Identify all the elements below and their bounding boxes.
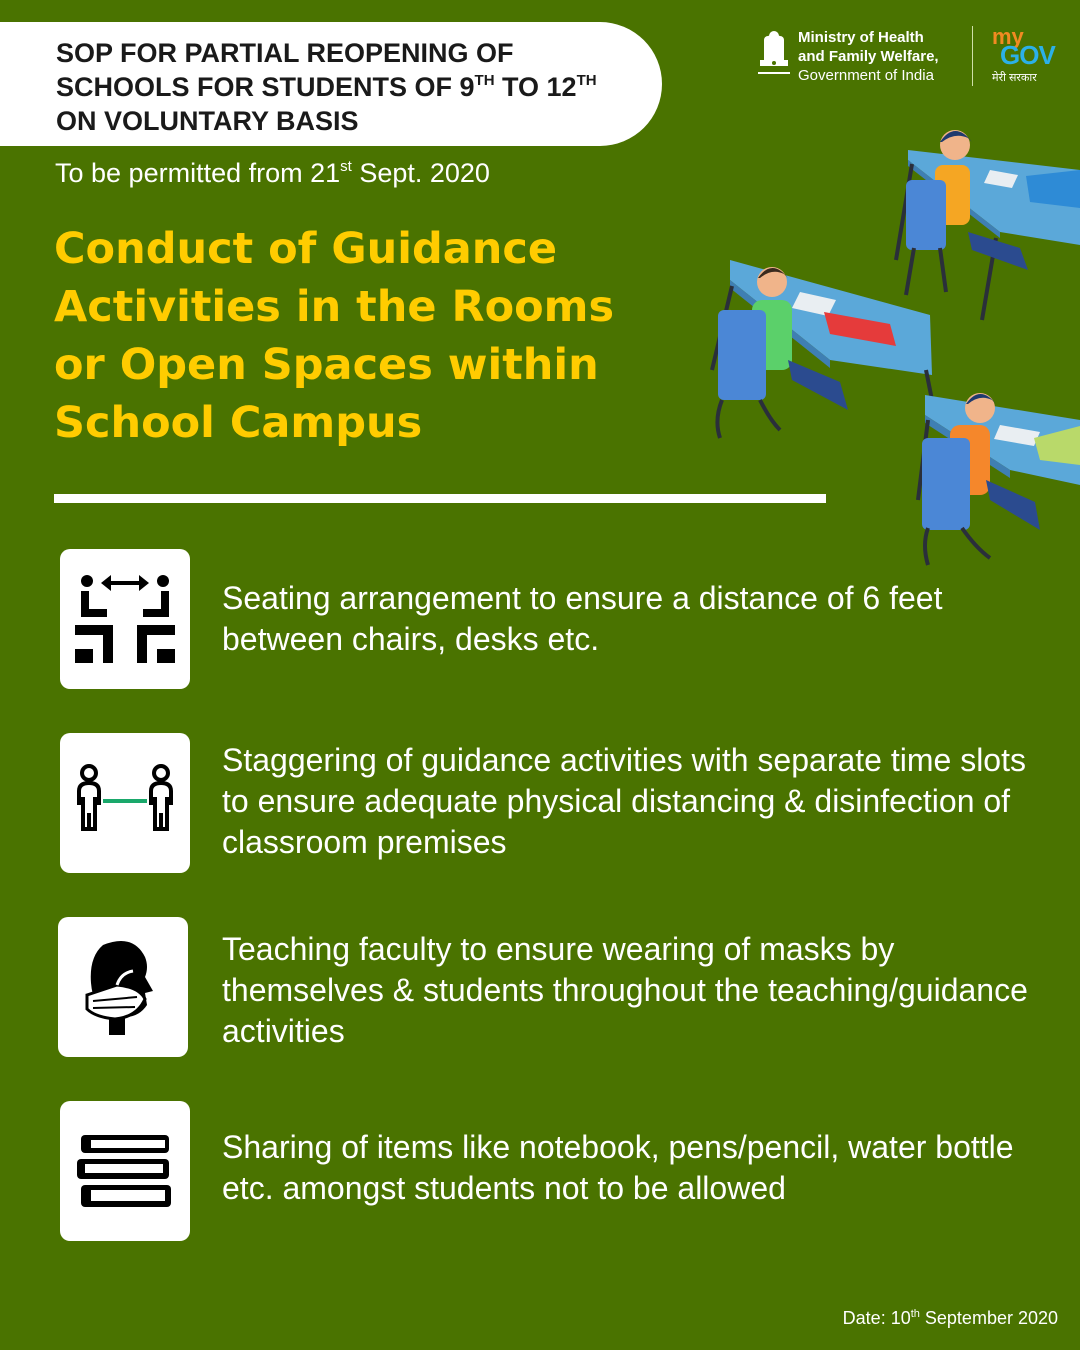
- headline-line-4: School Campus: [54, 398, 423, 448]
- mygov-hindi: मेरी सरकार: [992, 72, 1037, 84]
- permit-date: [55, 158, 490, 189]
- headline-line-2: Activities in the Rooms: [54, 282, 615, 332]
- banner-line-2: [56, 70, 646, 104]
- seating-distance-icon: [75, 569, 175, 669]
- classroom-illustration: [700, 120, 1080, 570]
- date-part-b: September 2020: [919, 1308, 1058, 1328]
- books-stack-icon-box: [60, 1101, 190, 1241]
- permit-sup: st: [340, 158, 352, 175]
- logo-block: [756, 26, 1066, 90]
- item-staggering-text: Staggering of guidance activities with separate time slots to ensure adequate physical distancing & disinfection of classroom premises: [222, 742, 1026, 860]
- student-desk-back: [896, 130, 1080, 320]
- mygov-my: my: [992, 24, 1024, 49]
- student-desk-front: [918, 393, 1080, 565]
- student-desk-middle: [712, 260, 936, 438]
- ministry-line-2: and Family Welfare,: [798, 48, 939, 65]
- ministry-name: [798, 28, 939, 85]
- item-sharing-text: Sharing of items like notebook, pens/pencil, water bottle etc. amongst students not to be allowed: [222, 1129, 1014, 1206]
- item-seating-text: Seating arrangement to ensure a distance of 6 feet between chairs, desks etc.: [222, 580, 943, 657]
- item-masks-text: Teaching faculty to ensure wearing of masks by themselves & students throughout the teaching/guidance activities: [222, 931, 1028, 1049]
- banner-line-1: SOP FOR PARTIAL REOPENING OF: [56, 38, 514, 68]
- footer-date: [843, 1308, 1058, 1329]
- permit-text-b: Sept. 2020: [351, 158, 490, 188]
- ministry-line-1: Ministry of Health: [798, 29, 924, 46]
- ministry-line-3: Government of India: [798, 67, 934, 84]
- books-stack-icon: [75, 1121, 175, 1221]
- headline-line-1: Conduct of Guidance: [54, 224, 558, 274]
- title-banner: [0, 22, 662, 146]
- banner-title: [56, 36, 646, 138]
- mask-face-icon-box: [58, 917, 188, 1057]
- date-sup: th: [910, 1308, 920, 1320]
- national-emblem-icon: [756, 26, 792, 84]
- page-headline: [54, 220, 694, 452]
- banner-line-2-sup-2: TH: [576, 72, 597, 89]
- banner-line-2-part-a: SCHOOLS FOR STUDENTS OF 9: [56, 72, 475, 102]
- people-distance-icon-box: [60, 733, 190, 873]
- banner-line-2-part-b: TO 12: [494, 72, 577, 102]
- logo-separator: [972, 26, 973, 86]
- people-distance-icon: [75, 753, 175, 853]
- headline-line-3: or Open Spaces within: [54, 340, 599, 390]
- seating-distance-icon-box: [60, 549, 190, 689]
- banner-line-3: ON VOLUNTARY BASIS: [56, 106, 359, 136]
- mygov-gov: GOV: [1000, 40, 1055, 70]
- permit-text-a: To be permitted from 21: [55, 158, 341, 188]
- date-part-a: Date: 10: [842, 1308, 911, 1328]
- banner-line-2-sup-1: TH: [474, 72, 495, 89]
- mygov-logo: [990, 24, 1060, 88]
- mask-face-icon: [73, 937, 173, 1037]
